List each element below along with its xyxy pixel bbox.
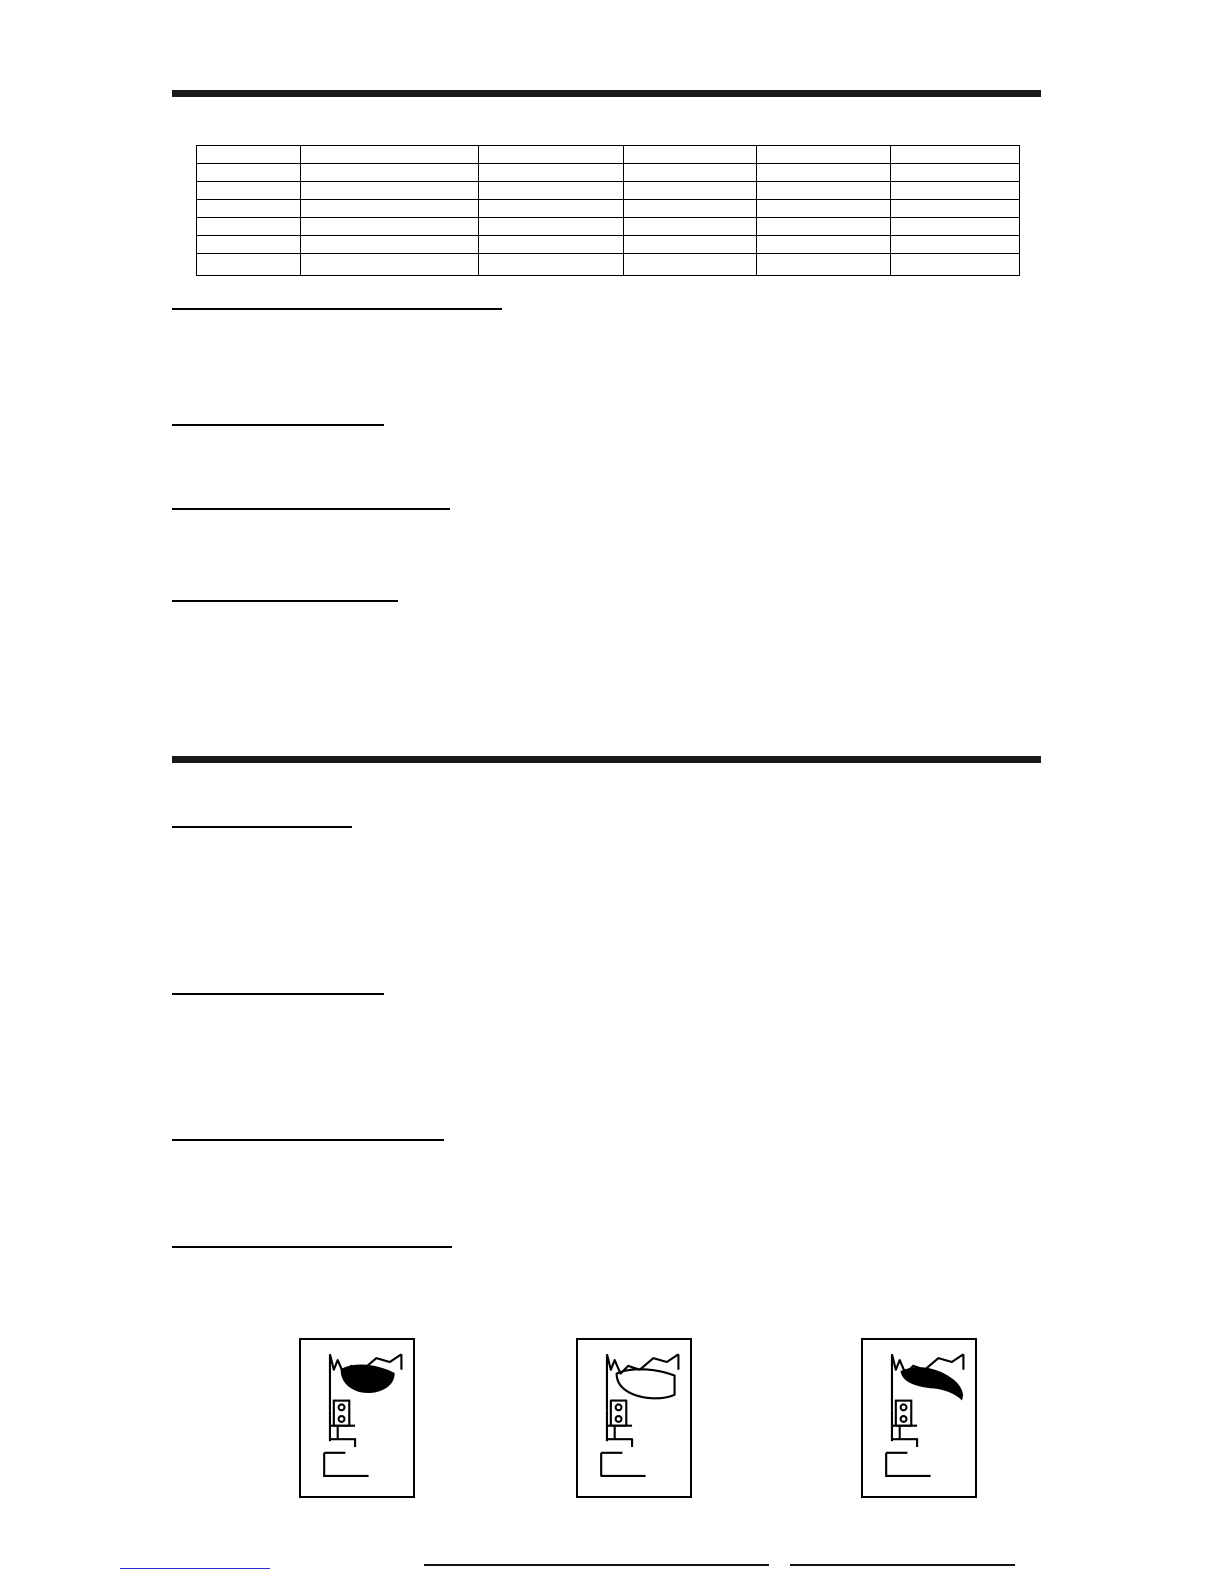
table-row <box>197 254 1020 276</box>
table-cell <box>301 200 479 218</box>
table-cell <box>197 164 301 182</box>
table-cell <box>479 254 624 276</box>
table-cell <box>301 146 479 164</box>
table-cell <box>479 182 624 200</box>
clamp-diagram-icon <box>578 1340 690 1496</box>
table-cell <box>301 218 479 236</box>
figure-3 <box>861 1338 977 1498</box>
table-cell <box>624 236 757 254</box>
table-cell <box>479 164 624 182</box>
table-cell <box>757 164 891 182</box>
table-cell <box>479 200 624 218</box>
table-cell <box>479 236 624 254</box>
section-heading-2 <box>172 410 384 426</box>
table-row <box>197 236 1020 254</box>
clamp-diagram-icon <box>863 1340 975 1496</box>
table-row <box>197 164 1020 182</box>
table-cell <box>301 254 479 276</box>
top-horizontal-rule <box>172 90 1041 97</box>
clamp-diagram-icon <box>301 1340 413 1496</box>
table-cell <box>757 236 891 254</box>
table-cell <box>624 146 757 164</box>
table-cell <box>197 200 301 218</box>
figure-1 <box>299 1338 415 1498</box>
table-cell <box>891 146 1020 164</box>
table-cell <box>891 200 1020 218</box>
section-heading-4 <box>172 586 398 602</box>
table-cell <box>197 236 301 254</box>
table-cell <box>624 254 757 276</box>
table-cell <box>757 200 891 218</box>
table-row <box>197 182 1020 200</box>
table-cell <box>891 254 1020 276</box>
table-cell <box>757 146 891 164</box>
section-heading-7 <box>172 1125 444 1141</box>
table-cell <box>624 200 757 218</box>
table-cell <box>301 236 479 254</box>
figure-row <box>172 1338 1041 1498</box>
footer-link[interactable] <box>120 1558 270 1569</box>
data-table <box>196 145 1020 276</box>
section-heading-6 <box>172 979 384 995</box>
table-row <box>197 218 1020 236</box>
footer-rule-left <box>424 1564 769 1566</box>
table-cell <box>891 182 1020 200</box>
table-cell <box>624 182 757 200</box>
table-row <box>197 200 1020 218</box>
table-cell <box>757 254 891 276</box>
table-cell <box>624 164 757 182</box>
table-cell <box>891 236 1020 254</box>
section-heading-5 <box>172 812 352 828</box>
table-cell <box>891 218 1020 236</box>
table-cell <box>757 182 891 200</box>
clamp-shaded-region <box>342 1366 394 1392</box>
table-cell <box>479 146 624 164</box>
table-cell <box>301 164 479 182</box>
table-row <box>197 146 1020 164</box>
table-cell <box>624 218 757 236</box>
table-cell <box>197 254 301 276</box>
table-cell <box>197 146 301 164</box>
section-heading-1 <box>172 294 502 310</box>
table-cell <box>891 164 1020 182</box>
footer-rule-right <box>790 1564 1015 1566</box>
figure-2 <box>576 1338 692 1498</box>
table-cell <box>197 182 301 200</box>
middle-horizontal-rule <box>172 756 1041 763</box>
clamp-shaded-region <box>902 1368 962 1399</box>
table-cell <box>479 218 624 236</box>
section-heading-8 <box>172 1232 452 1248</box>
table-cell <box>757 218 891 236</box>
table-cell <box>197 218 301 236</box>
section-heading-3 <box>172 494 450 510</box>
table-cell <box>301 182 479 200</box>
page-footer <box>0 1556 1225 1580</box>
